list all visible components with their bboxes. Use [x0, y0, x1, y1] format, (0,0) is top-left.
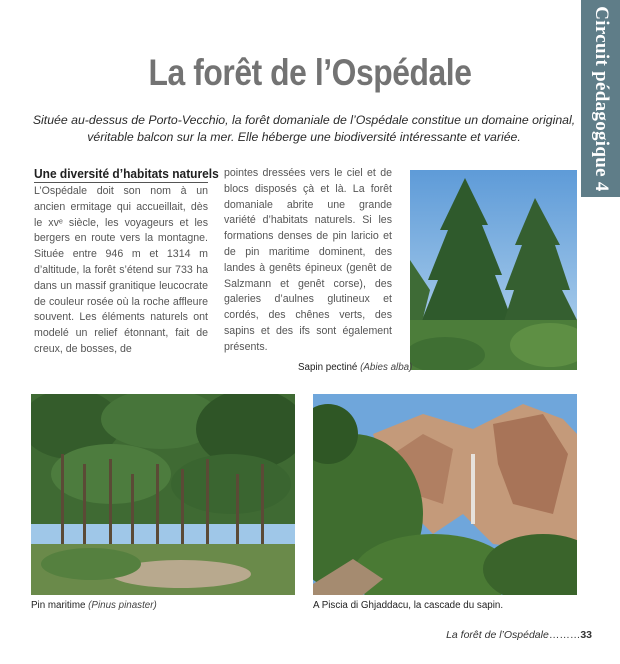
- section-heading: Une diversité d’habitats naturels: [34, 166, 219, 181]
- maritime-pine-caption-latin: (Pinus pinaster): [88, 600, 157, 611]
- text-column-1: [34, 184, 208, 358]
- cascade-caption-text: A Piscia di Ghjaddacu, la cascade du sapin.: [313, 600, 504, 611]
- page-title: La forêt de l’Ospédale: [148, 52, 472, 93]
- footer-leader-dots: ………: [548, 629, 581, 641]
- fir-tree-caption: [298, 362, 412, 373]
- fir-tree-photo: [410, 170, 577, 370]
- intro-paragraph: Située au-dessus de Porto-Vecchio, la forêt domaniale de l’Ospédale constitue un domaine original, véritable balcon sur la mer. Elle héberge une biodiversité intéressante et variée.: [32, 113, 576, 144]
- chapter-tab: [581, 0, 620, 197]
- text-column-2: [224, 166, 392, 356]
- page-footer: [446, 629, 592, 641]
- cascade-photo: [313, 394, 577, 595]
- column-1-text: L’Ospédale doit son nom à un ancien ermitage qui accueillait, dès le xvᵉ siècle, les voyageurs et les bergers en route vers la montagne. Située entre 946 m et 1314 m d’altitude, la forêt s’étend sur 733 ha dans un massif granitique leucocrate de couleur rosée où la roche affleure souvent. Les éléments naturels ont modelé un relief étonnant, fait de creux, de bosses, de: [34, 185, 208, 355]
- footer-label: La forêt de l’Ospédale: [446, 629, 549, 641]
- maritime-pine-caption: [31, 600, 157, 611]
- section-heading-rule: [34, 182, 208, 183]
- chapter-tab-label: Circuit pédagogique 4: [590, 5, 612, 192]
- column-2-text: pointes dressées vers le ciel et de blocs disposés çà et là. La forêt domaniale abrite une grande variété d’habitats naturels. Si les formations denses de pin laricio et de pin maritime dominent, des landes à genêts épineux (genêt de Salzmann et genêt corse), des galeries d’aulnes glutineux et cordés, des chênes verts, des sapins et des ifs sont également présents.: [224, 167, 392, 353]
- maritime-pine-caption-text: Pin maritime: [31, 600, 89, 611]
- cascade-caption: [313, 600, 503, 611]
- fir-tree-caption-latin: (Abies alba): [360, 362, 413, 373]
- maritime-pine-photo: [31, 394, 295, 595]
- fir-tree-caption-text: Sapin pectiné: [298, 362, 361, 373]
- page-number: 33: [580, 629, 592, 641]
